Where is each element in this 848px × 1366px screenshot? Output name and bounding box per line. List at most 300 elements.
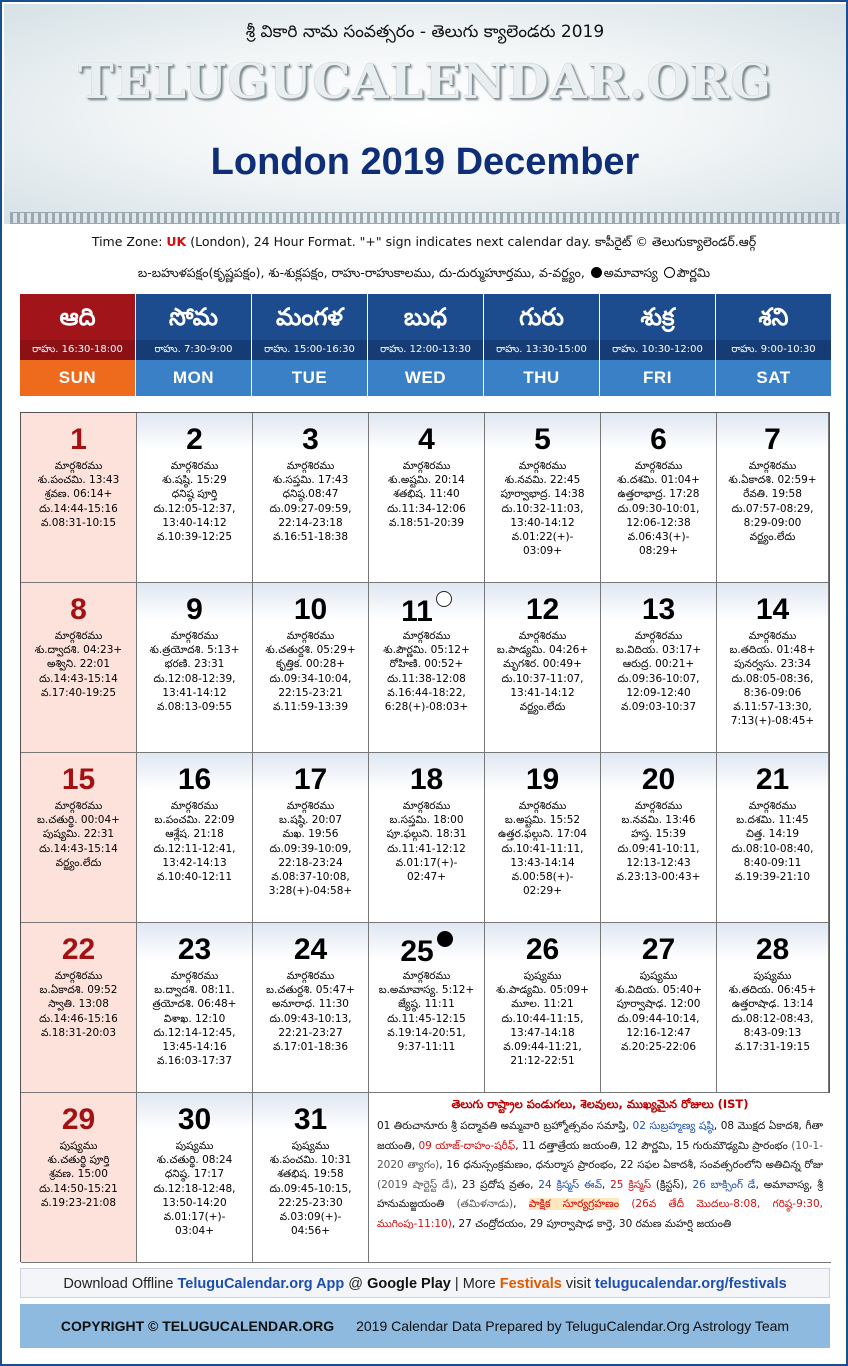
panchang-line: వ.20:25-22:06 (620, 1041, 697, 1054)
panchang-line: మార్గశిరము (54, 970, 103, 982)
panchang-line: శు.చతుర్థి. 08:24 (156, 1154, 233, 1167)
panchang-line: వ.17:01-18:36 (272, 1041, 349, 1054)
weekday-telugu: గురు (484, 294, 599, 340)
panchang-line: 03:04+ (174, 1225, 215, 1238)
panchang-line: దు.10:37-11:07, (501, 672, 584, 685)
panchang-details (21, 1139, 136, 1210)
panchang-line: మార్గశిరము (286, 970, 335, 982)
panchang-line: స్వాతి. 13:08 (48, 998, 109, 1011)
day-cell (21, 583, 137, 753)
panchang-line: వ.16:03-17:37 (156, 1055, 233, 1068)
panchang-line: 12:13-12:43 (626, 856, 691, 869)
panchang-details (369, 629, 484, 714)
panchang-line: 13:41-14:12 (162, 686, 227, 699)
day-cell (369, 583, 485, 753)
panchang-details (717, 969, 828, 1054)
panchang-line: శతభిష. 11:40 (393, 488, 460, 501)
day-cell (21, 923, 137, 1093)
panchang-line: దు.09:45-10:15, (269, 1182, 352, 1195)
day-number: 29 (61, 1103, 96, 1136)
panchang-line: బ.అమావాస్య. 5:12+ (378, 984, 475, 997)
panchang-line: దు.12:11-12:41, (153, 842, 236, 855)
panchang-details (137, 1139, 252, 1238)
day-number: 30 (177, 1103, 212, 1136)
festivals-link[interactable]: Festivals (499, 1276, 562, 1292)
weekday-telugu: ఆది (20, 294, 135, 340)
day-number: 15 (61, 763, 96, 796)
samvatsaram-title: శ్రీ వికారి నామ సంవత్సరం - తెలుగు క్యాలెండరు 2019 (245, 22, 605, 42)
weekday-telugu: శని (716, 294, 831, 340)
copyright-text: COPYRIGHT © TELUGUCALENDAR.ORG (60, 1318, 335, 1334)
panchang-line: దు.12:14-12:45, (153, 1026, 236, 1039)
day-number: 14 (755, 593, 790, 626)
panchang-line: దు.08:10-08:40, (731, 842, 814, 855)
day-number: 20 (641, 763, 676, 796)
weekday-english: SAT (716, 360, 831, 396)
page-title: London 2019 December (210, 141, 640, 183)
panchang-details (717, 799, 828, 884)
timezone-note: Time Zone: UK (London), 24 Hour Format. "+" sign indicates next calendar day. కాపీరైట్ © తెలుగుక్యాలెండర్.ఆర్గ్ (91, 234, 757, 249)
panchang-line: వ.08:37-10:08, (271, 871, 350, 884)
panchang-line: ధనిష్ఠ. 17:17 (164, 1168, 225, 1181)
day-number: 25 (369, 931, 484, 969)
panchang-line: వ.08:31-10:15 (40, 516, 117, 529)
panchang-line: మార్గశిరము (634, 800, 683, 812)
panchang-line: వర్జ్యం.లేదు (749, 531, 796, 544)
panchang-line: వర్జ్యం.లేదు (55, 856, 102, 869)
panchang-line: వ.23:13-00:43+ (616, 871, 701, 884)
day-cell (137, 753, 253, 923)
panchang-line: వ.01:17(+)- (163, 1211, 226, 1224)
panchang-line: బ.ఏకాదశి. 09:52 (39, 984, 118, 997)
panchang-line: 13:45-14:16 (162, 1041, 227, 1054)
day-number: 24 (293, 933, 328, 966)
panchang-details (717, 459, 828, 544)
panchang-line: దు.09:34-10:04, (269, 672, 352, 685)
panchang-line: శు.చతుర్దశి. 05:29+ (265, 644, 356, 657)
day-cell (253, 583, 369, 753)
panchang-line: భరణి. 23:31 (164, 658, 225, 671)
prepared-by-text: 2019 Calendar Data Prepared by TeluguCalendar.Org Astrology Team (356, 1318, 790, 1334)
panchang-line: కృత్తిక. 00:28+ (275, 658, 346, 671)
day-cell (369, 413, 485, 583)
panchang-line: దు.07:57-08:29, (731, 502, 814, 515)
panchang-line: శు.నవమి. 22:45 (504, 474, 581, 487)
festivals-url-link[interactable]: telugucalendar.org/festivals (594, 1276, 787, 1292)
weekday-telugu: బుధ (368, 294, 483, 340)
panchang-line: దు.12:08-12:39, (153, 672, 236, 685)
panchang-line: వ.08:13-09:55 (156, 701, 233, 714)
panchang-line: 13:50-14:20 (162, 1196, 227, 1209)
festival-list (369, 1093, 831, 1263)
panchang-details (21, 629, 136, 700)
weekday-english: MON (136, 360, 251, 396)
day-cell (21, 413, 137, 583)
abbreviation-legend: బ-బహుళపక్షం(కృష్ణపక్షం), శు-శుక్లపక్షం, రాహు-రాహుకాలము, దు-దుర్ముహూర్తము, వ-వర్జ్యం, అమావాస్య పౌర్ణమి (137, 265, 711, 280)
panchang-line: పుష్యము (59, 1140, 98, 1152)
day-cell (485, 583, 601, 753)
panchang-line: 22:25-23:30 (278, 1196, 343, 1209)
panchang-line: దు.12:05-12:37, (153, 502, 236, 515)
day-number: 26 (525, 933, 560, 966)
panchang-line: 03:09+ (522, 545, 563, 558)
day-number: 9 (186, 593, 203, 626)
panchang-line: మార్గశిరము (402, 630, 451, 642)
day-number: 19 (525, 763, 560, 796)
day-cell (369, 923, 485, 1093)
panchang-line: బ.ద్వాదశి. 08:11. (154, 984, 235, 997)
panchang-line: ఉత్తరాషాఢ. 13:14 (731, 998, 814, 1011)
day-number: 28 (755, 933, 790, 966)
panchang-line: పూ.ఫల్గుని. 18:31 (386, 828, 467, 841)
day-number: 18 (409, 763, 444, 796)
timezone-uk: UK (166, 234, 187, 249)
panchang-line: 13:47-14:18 (510, 1026, 575, 1039)
panchang-details (253, 799, 368, 898)
panchang-line: వ.01:17(+)- (395, 856, 458, 869)
panchang-line: వ.19:23-21:08 (40, 1196, 117, 1209)
panchang-line: మఖ. 19:56 (282, 828, 339, 841)
panchang-line: ఆశ్లేష. 21:18 (165, 828, 224, 841)
panchang-line: పూర్వాషాఢ. 12:00 (616, 998, 701, 1011)
panchang-line: వ.10:39-12:25 (156, 531, 233, 544)
panchang-line: పుష్యము (753, 970, 792, 982)
weekday-telugu: సోమ (136, 294, 251, 340)
panchang-line: మార్గశిరము (286, 460, 335, 472)
panchang-line: దు.14:43-15:14 (39, 672, 118, 685)
panchang-line: 22:21-23:27 (278, 1026, 343, 1039)
panchang-line: దు.08:05-08:36, (731, 672, 814, 685)
panchang-line: 13:41-14:12 (510, 686, 575, 699)
weekday-telugu: మంగళ (252, 294, 367, 340)
day-cell (137, 1093, 253, 1263)
panchang-line: శు.పంచమి. 13:43 (37, 474, 120, 487)
panchang-details (369, 969, 484, 1054)
panchang-line: ఆరుద్ర. 00:21+ (622, 658, 695, 671)
day-cell (253, 923, 369, 1093)
panchang-line: శు.సప్తమి. 17:43 (272, 474, 349, 487)
weekday-english: SUN (20, 360, 135, 396)
day-cell (717, 923, 829, 1093)
full-moon-icon (664, 267, 675, 278)
panchang-line: 22:18-23:24 (278, 856, 343, 869)
panchang-line: దు.14:46-15:16 (39, 1012, 118, 1025)
panchang-line: దు.10:44-11:15, (501, 1012, 584, 1025)
rahukalam: రాహు. 12:00-13:30 (368, 340, 483, 360)
panchang-line: దు.14:43-15:14 (39, 842, 118, 855)
panchang-line: వ.01:22(+)- (511, 531, 574, 544)
day-cell (717, 583, 829, 753)
panchang-line: దు.09:27-09:59, (269, 502, 352, 515)
day-cell (717, 753, 829, 923)
panchang-line: శతభిష. 19:58 (277, 1168, 344, 1181)
panchang-details (485, 969, 600, 1068)
panchang-line: వ.16:44-18:22, (387, 686, 466, 699)
day-number: 12 (525, 593, 560, 626)
panchang-line: 12:16-12:47 (626, 1026, 691, 1039)
panchang-line: దు.11:38-12:08 (387, 672, 466, 685)
panchang-line: 12:06-12:38 (626, 516, 691, 529)
panchang-line: ఉత్తర.ఫల్గుని. 17:04 (498, 828, 587, 841)
panchang-details (21, 969, 136, 1040)
panchang-line: శు.విదియ. 05:40+ (615, 984, 702, 997)
panchang-line: అనూరాధ. 11:30 (272, 998, 349, 1011)
panchang-line: మూల. 11:21 (511, 998, 574, 1011)
panchang-line: పుష్యము (523, 970, 562, 982)
panchang-line: 8:43-09:13 (743, 1026, 802, 1039)
panchang-line: దు.09:44-10:14, (617, 1012, 700, 1025)
panchang-line: వ.19:39-21:10 (734, 871, 811, 884)
weekday-telugu: శుక్ర (600, 294, 715, 340)
panchang-line: దు.14:50-15:21 (39, 1182, 118, 1195)
panchang-line: వ.17:40-19:25 (40, 686, 117, 699)
panchang-line: వ.09:03-10:37 (620, 701, 697, 714)
panchang-line: 04:56+ (290, 1225, 331, 1238)
site-logo: TELUGUCALENDAR.ORG (78, 54, 772, 110)
weekday-english: THU (484, 360, 599, 396)
panchang-line: 8:40-09:11 (743, 856, 802, 869)
day-cell (485, 923, 601, 1093)
panchang-details (601, 629, 716, 714)
panchang-line: వ.16:51-18:38 (272, 531, 349, 544)
panchang-line: బ.షష్ఠి. 20:07 (278, 814, 343, 827)
panchang-line: మార్గశిరము (402, 460, 451, 472)
panchang-details (717, 629, 828, 728)
panchang-line: దు.09:39-10:09, (269, 842, 352, 855)
panchang-line: ధనిష్ఠ పూర్తి (171, 488, 218, 501)
day-number: 10 (293, 593, 328, 626)
weekday-fri (600, 294, 715, 402)
day-number: 27 (641, 933, 676, 966)
panchang-line: బ.దశమి. 11:45 (736, 814, 809, 827)
weekday-tue (252, 294, 367, 402)
day-number: 2 (186, 423, 203, 456)
panchang-details (253, 629, 368, 714)
day-cell (253, 753, 369, 923)
panchang-line: బ.చతుర్దశి. 05:47+ (266, 984, 355, 997)
day-cell (717, 413, 829, 583)
day-cell (601, 413, 717, 583)
day-cell (601, 923, 717, 1093)
panchang-line: 13:43-14:14 (510, 856, 575, 869)
new-moon-icon (437, 931, 453, 947)
rahukalam: రాహు. 16:30-18:00 (20, 340, 135, 360)
panchang-line: శు.త్రయోదశి. 5:13+ (149, 644, 240, 657)
panchang-line: 13:40-14:12 (162, 516, 227, 529)
panchang-line: పుష్యము (639, 970, 678, 982)
panchang-line: శు.ఏకాదశి. 02:59+ (728, 474, 817, 487)
panchang-line: పుష్యము (291, 1140, 330, 1152)
panchang-line: మార్గశిరము (518, 460, 567, 472)
panchang-line: వ.18:31-20:03 (40, 1026, 117, 1039)
panchang-line: దు.11:41-12:12 (387, 842, 466, 855)
weekday-thu (484, 294, 599, 402)
day-number: 21 (755, 763, 790, 796)
day-number: 16 (177, 763, 212, 796)
day-number: 13 (641, 593, 676, 626)
panchang-line: దు.09:43-10:13, (269, 1012, 352, 1025)
panchang-details (485, 629, 600, 714)
rahukalam: రాహు. 7:30-9:00 (136, 340, 251, 360)
weekday-mon (136, 294, 251, 402)
panchang-line: బ.అష్టమి. 15:52 (504, 814, 581, 827)
weekday-sat (716, 294, 831, 402)
panchang-line: శు.ద్వాదశి. 04:23+ (34, 644, 123, 657)
day-cell (253, 1093, 369, 1263)
day-cell (369, 753, 485, 923)
panchang-line: 7:13(+)-08:45+ (730, 715, 815, 728)
panchang-line: దు.09:30-10:01, (617, 502, 700, 515)
rahukalam: రాహు. 9:00-10:30 (716, 340, 831, 360)
day-cell (21, 753, 137, 923)
panchang-line: 9:37-11:11 (397, 1041, 456, 1054)
rahukalam: రాహు. 10:30-12:00 (600, 340, 715, 360)
panchang-line: 02:29+ (522, 885, 563, 898)
panchang-line: మార్గశిరము (748, 460, 797, 472)
panchang-line: దు.11:34-12:06 (387, 502, 466, 515)
panchang-line: పునర్వసు. 23:34 (734, 658, 811, 671)
weekday-wed (368, 294, 483, 402)
panchang-line: వ.18:51-20:39 (388, 516, 465, 529)
panchang-line: మార్గశిరము (54, 800, 103, 812)
panchang-line: అశ్విని. 22:01 (46, 658, 111, 671)
panchang-line: మార్గశిరము (286, 630, 335, 642)
panchang-line: 02:47+ (406, 871, 447, 884)
panchang-details (369, 459, 484, 530)
app-link[interactable]: TeluguCalendar.org App (177, 1276, 345, 1292)
panchang-line: మార్గశిరము (634, 460, 683, 472)
panchang-line: శు.పాడ్యమి. 05:09+ (496, 984, 589, 997)
panchang-line: మృగశిర. 00:49+ (503, 658, 582, 671)
panchang-line: బ.పంచమి. 22:09 (154, 814, 235, 827)
panchang-line: హస్త. 15:39 (631, 828, 686, 841)
panchang-line: మార్గశిరము (402, 970, 451, 982)
day-number: 11 (369, 591, 484, 629)
ornament-divider (10, 212, 840, 224)
weekday-sun (20, 294, 135, 402)
day-number: 8 (70, 593, 87, 626)
panchang-line: మార్గశిరము (748, 800, 797, 812)
panchang-line: శు.దశమి. 01:04+ (617, 474, 700, 487)
day-number: 5 (534, 423, 551, 456)
panchang-line: దు.09:36-10:07, (617, 672, 700, 685)
panchang-line: శ్రవణ. 15:00 (49, 1168, 108, 1181)
day-cell (253, 413, 369, 583)
panchang-line: 8:29-09:00 (743, 516, 802, 529)
panchang-line: శు.పంచమి. 10:31 (269, 1154, 352, 1167)
panchang-details (369, 799, 484, 884)
panchang-line: వ.00:58(+)- (511, 871, 574, 884)
day-number: 6 (650, 423, 667, 456)
panchang-line: 13:40-14:12 (510, 516, 575, 529)
panchang-line: బ.చతుర్థి. 00:04+ (37, 814, 120, 827)
panchang-details (253, 1139, 368, 1238)
panchang-line: శు.అష్టమి. 20:14 (388, 474, 465, 487)
weekday-english: WED (368, 360, 483, 396)
day-number: 3 (302, 423, 319, 456)
panchang-details (137, 629, 252, 714)
panchang-line: 21:12-22:51 (510, 1055, 575, 1068)
panchang-line: 6:28(+)-08:03+ (384, 701, 469, 714)
panchang-line: పుష్యమి. 22:31 (42, 828, 115, 841)
panchang-line: వ.17:31-19:15 (734, 1041, 811, 1054)
panchang-line: వర్జ్యం.లేదు (519, 701, 566, 714)
panchang-details (485, 799, 600, 898)
panchang-line: మార్గశిరము (54, 630, 103, 642)
panchang-line: వ.11:59-13:39 (272, 701, 349, 714)
panchang-line: 12:09-12:40 (626, 686, 691, 699)
panchang-line: వ.10:40-12:11 (156, 871, 233, 884)
panchang-line: చిత్త. 14:19 (745, 828, 800, 841)
panchang-details (601, 799, 716, 884)
panchang-details (137, 969, 252, 1068)
panchang-line: బ.నవమి. 13:46 (621, 814, 696, 827)
panchang-line: మార్గశిరము (170, 630, 219, 642)
panchang-line: మార్గశిరము (402, 800, 451, 812)
panchang-line: ఉత్తరాభాద్ర. 17:28 (617, 488, 700, 501)
panchang-line: మార్గశిరము (518, 800, 567, 812)
panchang-line: 22:14-23:18 (278, 516, 343, 529)
panchang-details (485, 459, 600, 558)
festival-title: తెలుగు రాష్ట్రాల పండుగలు, శెలవులు, ముఖ్యమైన రోజులు (IST) (451, 1097, 749, 1111)
panchang-line: మార్గశిరము (54, 460, 103, 472)
panchang-line: విశాఖ. 12:10 (163, 1012, 226, 1025)
day-cell (485, 753, 601, 923)
panchang-line: జ్యేష్ఠ. 11:11 (398, 998, 455, 1011)
panchang-line: దు.09:41-10:11, (617, 842, 700, 855)
day-number: 7 (764, 423, 781, 456)
panchang-line: పుష్యము (175, 1140, 214, 1152)
panchang-line: మార్గశిరము (170, 970, 219, 982)
panchang-line: వ.09:44-11:21, (503, 1041, 582, 1054)
day-number: 17 (293, 763, 328, 796)
panchang-line: శు.పౌర్ణమి. 05:12+ (383, 644, 470, 657)
day-cell (485, 413, 601, 583)
panchang-line: త్రయోదశి. 06:48+ (152, 998, 237, 1011)
day-number: 1 (70, 423, 87, 456)
day-cell (601, 753, 717, 923)
google-play-link[interactable]: Google Play (367, 1276, 451, 1292)
panchang-line: దు.12:18-12:48, (153, 1182, 236, 1195)
panchang-line: శు.షష్ఠి. 15:29 (162, 474, 227, 487)
full-moon-icon (436, 591, 452, 607)
panchang-line: శు.తదియ. 06:45+ (728, 984, 817, 997)
panchang-line: శు.చతుర్థి పూర్తి (47, 1154, 110, 1167)
panchang-line: 08:29+ (638, 545, 679, 558)
panchang-line: 3:28(+)-04:58+ (268, 885, 353, 898)
panchang-line: రోహిణి. 00:52+ (389, 658, 464, 671)
panchang-line: శ్రవణ. 06:14+ (44, 488, 113, 501)
panchang-line: దు.11:45-12:15 (387, 1012, 466, 1025)
panchang-details (253, 969, 368, 1054)
panchang-details (21, 799, 136, 870)
weekday-english: TUE (252, 360, 367, 396)
panchang-line: మార్గశిరము (170, 460, 219, 472)
rahukalam: రాహు. 13:30-15:00 (484, 340, 599, 360)
panchang-details (21, 459, 136, 530)
panchang-line: 13:42-14:13 (162, 856, 227, 869)
day-cell (137, 413, 253, 583)
panchang-line: వ.11:57-13:30, (733, 701, 812, 714)
panchang-details (137, 799, 252, 884)
panchang-line: మార్గశిరము (170, 800, 219, 812)
panchang-line: 22:15-23:21 (278, 686, 343, 699)
panchang-line: దు.10:41-11:11, (501, 842, 584, 855)
download-bar: Download Offline TeluguCalendar.org App @ Google Play | More Festivals visit telugucalendar.org/festivals (20, 1268, 830, 1298)
day-cell (21, 1093, 137, 1263)
day-cell (137, 583, 253, 753)
festival-text: 01 తిరుచానూరు శ్రీ పద్మావతి అమ్మవారి బ్రహ్మోత్సవం సమాప్తి, 02 సుబ్రహ్మణ్య షష్ఠి, 08 మొక్షద ఏకాదశి, గీతా జయంతి, 09 యాజ్-దాహం-షరీఫ్, 11 దత్తాత్రేయ జయంతి, 12 పౌర్ణమి, 15 గురుమౌఢ్యమి ప్రారంభం (10-1-2020 త్యాగం), 16 ధనుస్సంక్రమణం, ధనుర్మాస ప్రారంభం, 22 సఫల ఏకాదశీ, సంవత్సరంలోని అతిచిన్న రోజు (2019 షార్టెస్ట్ డే), 23 ప్రదోష వ్రతం, 24 క్రిస్మస్ ఈవ్, 25 క్రిస్మస్ (క్రిస్టస్), 26 బాక్సింగ్ డే, అమావాస్య, శ్రీ హనుమజ్జయంతి (తమిళనాడు), పాక్షిక సూర్యగ్రహణం (26వ తేదీ మొదలు-8:08, గరిష్ఠ-9:30, ముగింపు-11:10), 27 చంద్రోదయం, 29 పూర్వాషాఢ కార్తె, 30 రమణ మహర్షి జయంతి (377, 1120, 824, 1230)
